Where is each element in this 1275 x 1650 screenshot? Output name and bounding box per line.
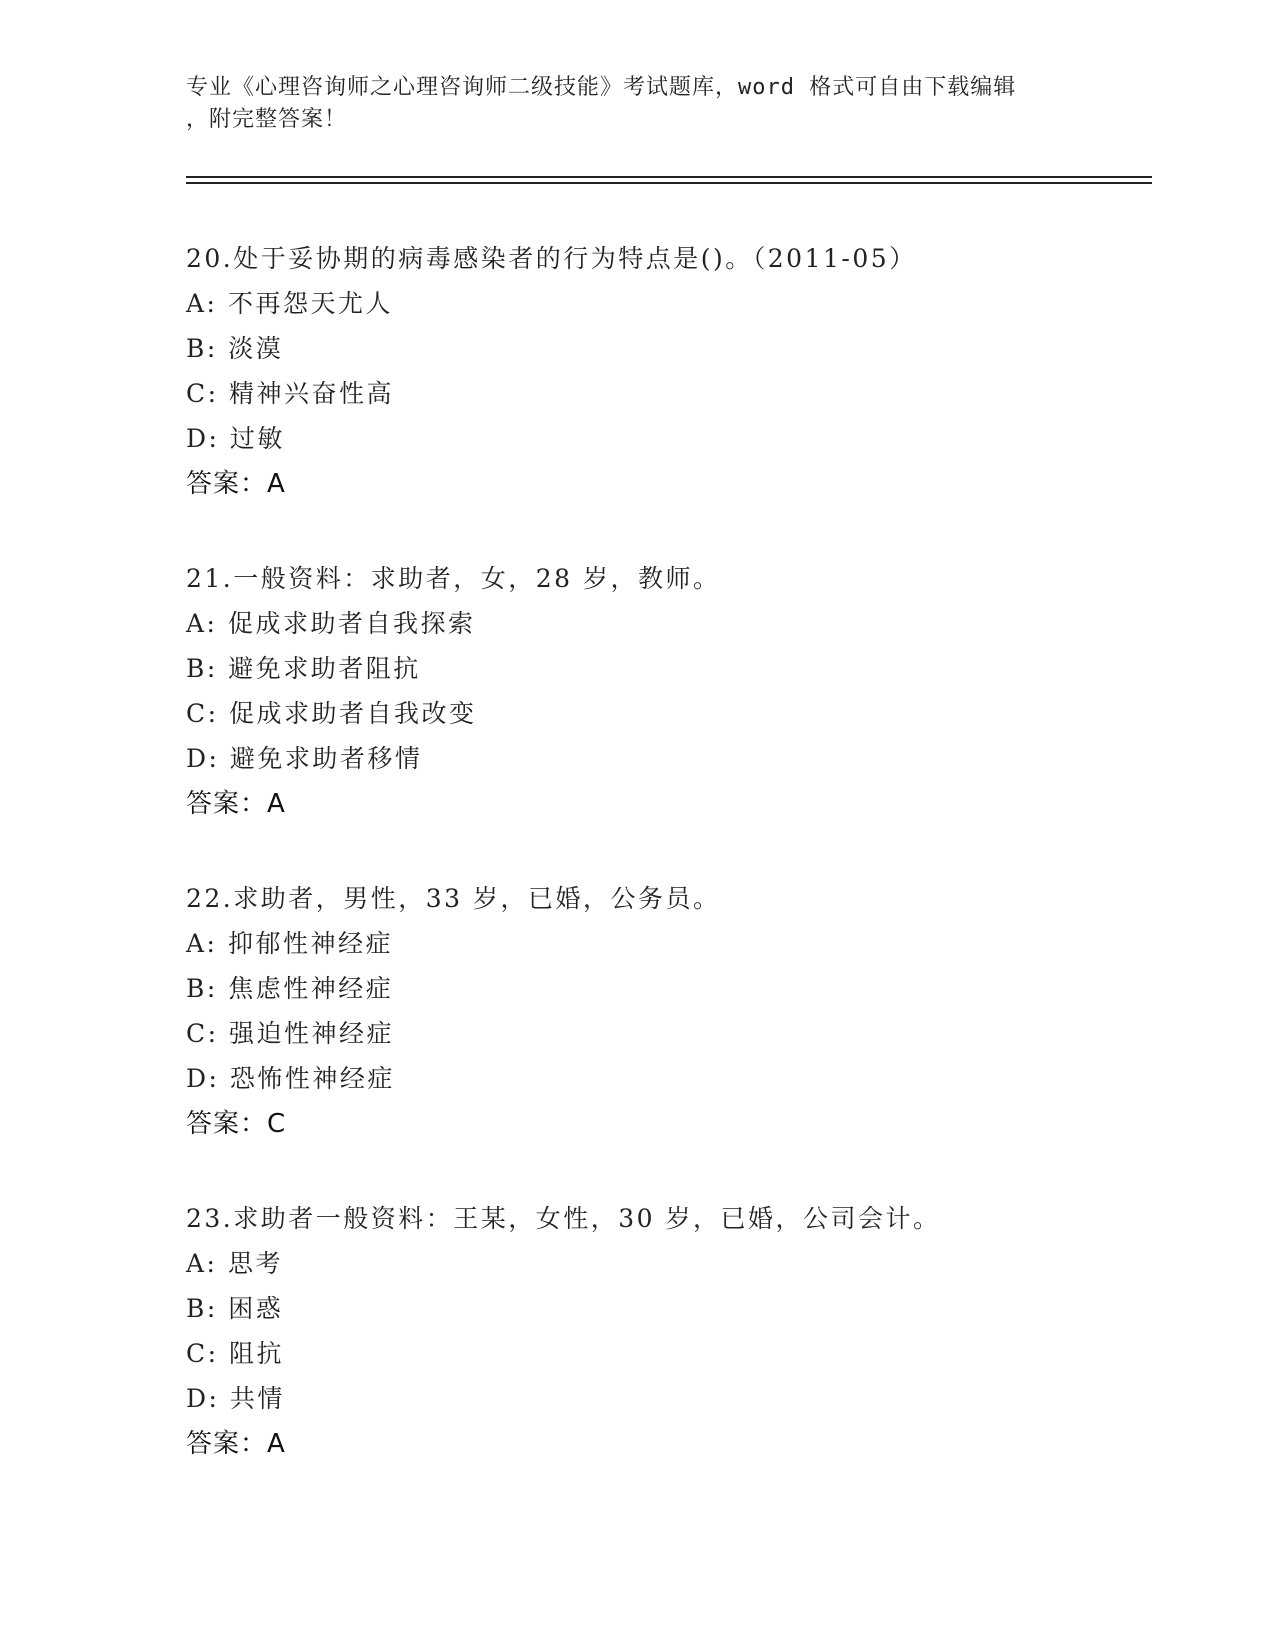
option-text: 精神兴奋性高 [229, 379, 395, 408]
option-b [186, 646, 1146, 691]
question-list [186, 236, 1146, 1516]
option-c [186, 371, 1146, 416]
document-header [186, 72, 1086, 136]
option-text: 不再怨天尤人 [227, 289, 393, 318]
option-letter: C: [186, 1339, 219, 1368]
option-letter: B: [186, 974, 218, 1003]
option-letter: C: [186, 379, 219, 408]
option-b [186, 966, 1146, 1011]
option-text: 避免求助者阻抗 [228, 654, 421, 683]
option-letter: A: [186, 929, 218, 958]
option-text: 抑郁性神经症 [227, 929, 393, 958]
question-item [186, 876, 1146, 1196]
option-text: 恐怖性神经症 [229, 1064, 395, 1093]
option-letter: C: [186, 1019, 219, 1048]
option-b [186, 1286, 1146, 1331]
option-b [186, 326, 1146, 371]
option-c [186, 1011, 1146, 1056]
option-a [186, 601, 1146, 646]
question-item [186, 556, 1146, 876]
option-d [186, 416, 1146, 461]
option-a [186, 1241, 1146, 1286]
answer-line: 答案：A [186, 469, 286, 499]
header-divider-bottom [186, 182, 1152, 184]
option-d [186, 1376, 1146, 1421]
answer-line: 答案：A [186, 1429, 286, 1459]
option-text: 困惑 [228, 1294, 284, 1323]
option-text: 过敏 [229, 424, 285, 453]
option-c [186, 1331, 1146, 1376]
question-stem: 22.求助者，男性，33 岁，已婚，公务员。 [186, 884, 721, 913]
option-text: 促成求助者自我改变 [229, 699, 477, 728]
question-stem: 23.求助者一般资料：王某，女性，30 岁，已婚，公司会计。 [186, 1204, 941, 1233]
option-letter: B: [186, 334, 218, 363]
answer-line: 答案：C [186, 1109, 287, 1139]
option-text: 促成求助者自我探索 [227, 609, 476, 638]
option-letter: A: [186, 609, 218, 638]
question-stem: 20.处于妥协期的病毒感染者的行为特点是()。（2011-05） [186, 244, 917, 273]
option-letter: A: [186, 1249, 218, 1278]
option-text: 焦虑性神经症 [228, 974, 394, 1003]
option-text: 共情 [229, 1384, 285, 1413]
option-letter: D: [186, 1384, 220, 1413]
answer-line: 答案：A [186, 789, 286, 819]
header-divider-top [186, 176, 1152, 178]
option-letter: B: [186, 1294, 218, 1323]
option-text: 淡漠 [228, 334, 284, 363]
option-letter: A: [186, 289, 218, 318]
header-line-1: 专业《心理咨询师之心理咨询师二级技能》考试题库，word 格式可自由下载编辑 [186, 75, 1017, 100]
option-letter: B: [186, 654, 218, 683]
question-stem: 21.一般资料：求助者，女，28 岁，教师。 [186, 564, 721, 593]
option-a [186, 281, 1146, 326]
option-d [186, 1056, 1146, 1101]
header-line-2: ，附完整答案！ [186, 107, 348, 132]
option-text: 阻抗 [229, 1339, 285, 1368]
option-d [186, 736, 1146, 781]
option-letter: D: [186, 1064, 220, 1093]
option-text: 强迫性神经症 [229, 1019, 395, 1048]
option-text: 思考 [227, 1249, 283, 1278]
option-c [186, 691, 1146, 736]
option-letter: C: [186, 699, 219, 728]
question-item [186, 236, 1146, 556]
question-item [186, 1196, 1146, 1516]
option-letter: D: [186, 424, 220, 453]
option-letter: D: [186, 744, 220, 773]
option-a [186, 921, 1146, 966]
option-text: 避免求助者移情 [229, 744, 423, 773]
